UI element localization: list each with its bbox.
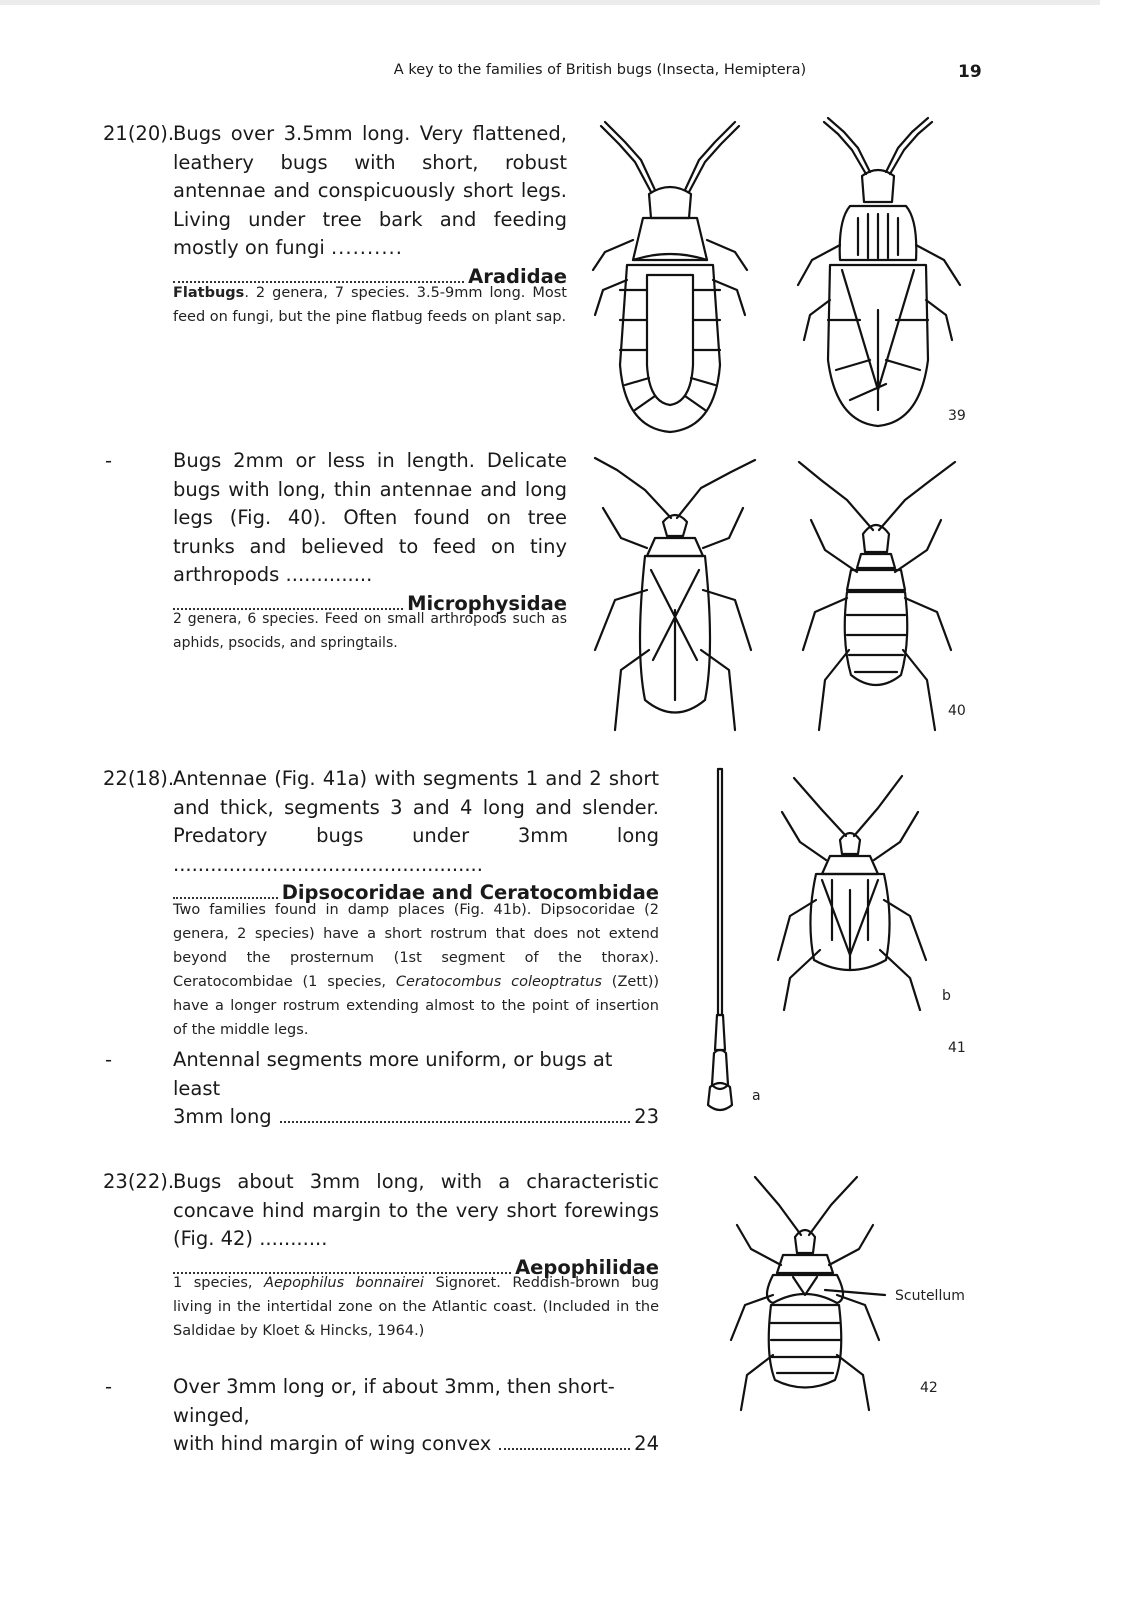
family-name: Aradidae — [468, 264, 567, 288]
lead-number: 24 — [634, 1432, 659, 1455]
couplet-text: Antennal segments more uniform, or bugs at least — [173, 1048, 613, 1100]
couplet-22-note: Two families found in damp places (Fig. 41b). Dipsocoridae (2 genera, 2 species) have a short rostrum that does not extend beyond the prosternum (1st segment of the thorax). Ceratocombidae (1 species, Ceratocombus coleoptratus (Zett)) have a longer rostrum extending almost to the point of insertion of the middle legs. — [173, 902, 660, 1038]
couplet-21-alt — [105, 447, 567, 618]
fig42-label: 42 — [920, 1380, 938, 1396]
fig41a-antenna-drawing — [700, 765, 750, 1115]
couplet-text: Bugs over 3.5mm long. Very flattened, leathery bugs with short, robust antennae and conspicuously short legs. Living under tree bark and feeding mostly on fungi .......... — [173, 122, 567, 259]
fig41a-label: a — [752, 1088, 761, 1104]
fig41b-dipsocorid-drawing — [770, 770, 940, 1015]
couplet-23-alt — [105, 1373, 659, 1459]
couplet-number: 23(22). — [103, 1170, 175, 1193]
couplet-number: 21(20). — [103, 122, 175, 145]
couplet-text: Antennae (Fig. 41a) with segments 1 and 2 short and thick, segments 3 and 4 long and slender. Predatory bugs under 3mm long .................................................. — [173, 767, 659, 876]
fig41-label: 41 — [948, 1040, 966, 1056]
family-name: Microphysidae — [407, 591, 567, 615]
family-name: Aepophilidae — [515, 1255, 659, 1279]
couplet-result-line: with hind margin of wing convex 24 — [173, 1430, 659, 1459]
couplet-21 — [103, 120, 567, 291]
couplet-dash: - — [105, 449, 113, 472]
couplet-text: Over 3mm long or, if about 3mm, then short-winged, — [173, 1375, 615, 1427]
fig40-microphysid-right-drawing — [785, 440, 970, 735]
couplet-21-alt-note: 2 genera, 6 species. Feed on small arthropods such as aphids, psocids, and springtails. — [173, 611, 567, 651]
page-number: 19 — [958, 62, 982, 82]
couplet-22 — [103, 765, 659, 908]
family-name: Dipsocoridae and Ceratocombidae — [281, 881, 659, 904]
fig39-label: 39 — [948, 408, 966, 424]
fig42-aepophilid-drawing — [725, 1165, 885, 1415]
couplet-23-note: 1 species, Aepophilus bonnairei Signoret. Reddish-brown bug living in the intertidal zone on the Atlantic coast. (Included in the Saldidae by Kloet & Hincks, 1964.) — [173, 1275, 659, 1339]
couplet-dash: - — [105, 1048, 113, 1071]
couplet-result-line: 3mm long 23 — [173, 1103, 659, 1132]
fig41b-label: b — [942, 988, 951, 1004]
lead-number: 23 — [634, 1105, 659, 1128]
scutellum-label: Scutellum — [895, 1288, 965, 1304]
couplet-23 — [103, 1168, 659, 1282]
couplet-number: 22(18). — [103, 767, 175, 790]
couplet-22-alt — [105, 1046, 659, 1132]
couplet-text: Bugs about 3mm long, with a characteristic concave hind margin to the very short forewings (Fig. 42) ........... — [173, 1170, 659, 1250]
top-edge — [0, 0, 1100, 5]
running-header: A key to the families of British bugs (Insecta, Hemiptera) — [393, 62, 807, 78]
couplet-dash: - — [105, 1375, 113, 1398]
couplet-text: Bugs 2mm or less in length. Delicate bugs with long, thin antennae and long legs (Fig. 40). Often found on tree trunks and believed to feed on tiny arthropods .............. — [173, 449, 567, 586]
couplet-21-note: Flatbugs. 2 genera, 7 species. 3.5-9mm long. Most feed on fungi, but the pine flatbug feeds on plant sap. — [173, 285, 567, 325]
fig40-microphysid-left-drawing — [585, 450, 760, 735]
fig40-label: 40 — [948, 703, 966, 719]
fig39-flatbug-right-drawing — [790, 110, 970, 430]
fig39-flatbug-left-drawing — [585, 110, 755, 440]
